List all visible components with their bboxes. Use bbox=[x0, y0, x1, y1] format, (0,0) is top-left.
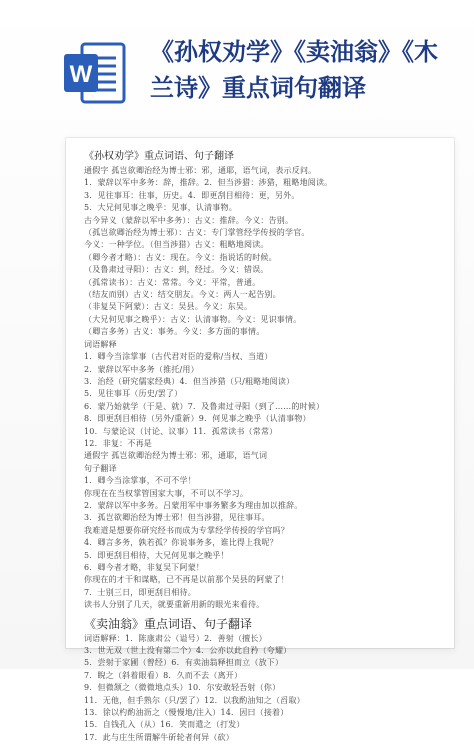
text-line: 6．蒙乃始就学（于是、就）7．及鲁肃过寻阳（到了……的时候） bbox=[84, 401, 325, 411]
text-line: 7．士别三日，即更刮目相待。 bbox=[84, 587, 196, 597]
text-line: 古今异义（蒙辞以军中多务）：古义：推辞。今义：告别。 bbox=[84, 215, 294, 225]
text-line: （结友而别）古义：结交朋友。今义：两人一起告别。 bbox=[84, 290, 281, 300]
text-line: 1．卿今当涂掌事（古代君对臣的爱称/当权、当道） bbox=[84, 352, 273, 362]
text-line: 7．睨之（斜着眼看）8．久而不去（离开） bbox=[84, 670, 243, 680]
section-title-sun-quan: 《孙权劝学》重点词语、句子翻译 bbox=[84, 151, 234, 162]
text-line: 4．卿言多务，孰若孤？你说事务多，谁比得上我呢？ bbox=[84, 538, 278, 548]
text-line: 3．治经（研究儒家经典）4．但当涉猎（只/粗略地阅读） bbox=[84, 376, 295, 386]
text-line: 词语解释：1．陈康肃公（谥号）2．善射（擅长） bbox=[84, 633, 267, 643]
text-line: 5．见往事耳（历史/罢了） bbox=[84, 389, 183, 399]
text-line: 1．蒙辞以军中多务：辞，推辞。2．但当涉猎：涉猎，粗略地阅读。 bbox=[84, 178, 333, 188]
text-line: 10．与蒙论议（讨论、议事）11．孤常读书（常常） bbox=[84, 426, 278, 436]
text-line: 句子翻译 bbox=[84, 463, 117, 473]
section-title-mai-you-weng: 《卖油翁》重点词语、句子翻译 bbox=[84, 616, 253, 631]
text-line: 3．见往事耳：往事，历史。4．即更刮目相待：更，另外。 bbox=[84, 190, 300, 200]
text-line: 6．卿今者才略，非复吴下阿蒙！ bbox=[84, 563, 205, 572]
text-line: 你现在的才干和谋略，已不再是以前那个吴县的阿蒙了！ bbox=[84, 575, 289, 585]
text-line: 17．此与庄生所谓解牛斫轮者何异（砍） bbox=[84, 732, 234, 742]
text-line: （非复吴下阿蒙）：古义：吴县。今义：东吴。 bbox=[84, 302, 253, 312]
text-line: （大兄何见事之晚乎）：古义：认清事物。今义：见识事情。 bbox=[84, 314, 302, 324]
text-line: 我难道是想要你研究经书而成为专掌经学传授的学官吗？ bbox=[84, 525, 289, 535]
text-line: 3．世无双（世上没有第二个）4．公亦以此自矜（夸耀） bbox=[84, 646, 292, 656]
section-body-sun-quan bbox=[84, 165, 436, 612]
text-line: 通假字 孤岂欲卿治经为博士邪：邪，通耶，语气词 bbox=[84, 451, 268, 461]
text-line: 今义：一种学位。（但当涉猎）古义：粗略地阅读。 bbox=[84, 240, 269, 250]
document-title: 《孙权劝学》《卖油翁》《木兰诗》重点词句翻译 bbox=[150, 38, 438, 102]
document-body bbox=[84, 148, 436, 742]
word-document-icon bbox=[62, 40, 128, 106]
text-line: 12．非复：不再是 bbox=[84, 438, 152, 448]
text-line: 5．大兄何见事之晚乎：见事，认清事物。 bbox=[84, 203, 237, 213]
text-line: 1．卿今当涂掌事，不可不学！ bbox=[84, 476, 196, 486]
text-line: 你现在在当权掌管国家大事，不可以不学习。 bbox=[84, 488, 248, 498]
text-line: （卿言多务）古义：事务。今义：多方面的事情。 bbox=[84, 327, 265, 337]
text-line: 通假字 孤岂欲卿治经为博士邪：邪，通耶，语气词，表示反问。 bbox=[84, 166, 317, 175]
text-line: （孤岂欲卿治经为博士邪）：古义：专门掌管经学传授的学官。 bbox=[84, 228, 310, 238]
text-line: 3．孤岂欲卿治经为博士邪！但当涉猎，见往事耳。 bbox=[84, 513, 270, 523]
text-line: 9．但微颔之（微微地点头）10．尔安敢轻吾射（你） bbox=[84, 683, 281, 693]
text-line: 5．即更刮目相待，大兄何见事之晚乎！ bbox=[84, 550, 229, 560]
text-line: 8．即更刮目相待（另外/重新）9．何见事之晚乎（认清事物） bbox=[84, 414, 311, 424]
text-line: 读书人分别了几天，就要重新用新的眼光来看待。 bbox=[84, 600, 265, 610]
text-line: 2．蒙辞以军中多务。吕蒙用军中事务繁多为理由加以推辞。 bbox=[84, 500, 303, 510]
text-line: 13．徐以杓酌油沥之（慢慢地/注入）14．因曰（接着） bbox=[84, 708, 289, 718]
text-line: （孤常读书）：古义：常常。今义：平常，普通。 bbox=[84, 277, 261, 287]
text-line: 5．尝射于家圃（曾经）6．有卖油翁释担而立（放下） bbox=[84, 658, 284, 668]
text-line: 词语解释 bbox=[84, 339, 117, 349]
header bbox=[0, 0, 474, 120]
document-preview bbox=[66, 138, 454, 742]
text-line: （卿今者才略）：古义：现在。今义：指说话的时候。 bbox=[84, 252, 277, 262]
text-line: （及鲁肃过寻阳）：古义：到，经过。今义：错误。 bbox=[84, 265, 269, 275]
text-line: 2．蒙辞以军中多务（推托/用） bbox=[84, 364, 199, 374]
section-body-mai-you-weng bbox=[84, 633, 436, 744]
text-line: 11．无他，但手熟尔（只/罢了）12．以我酌油知之（舀取） bbox=[84, 695, 305, 705]
svg-text:W: W bbox=[69, 61, 93, 88]
text-line: 15．自钱孔入（从）16．笑而遣之（打发） bbox=[84, 720, 245, 730]
